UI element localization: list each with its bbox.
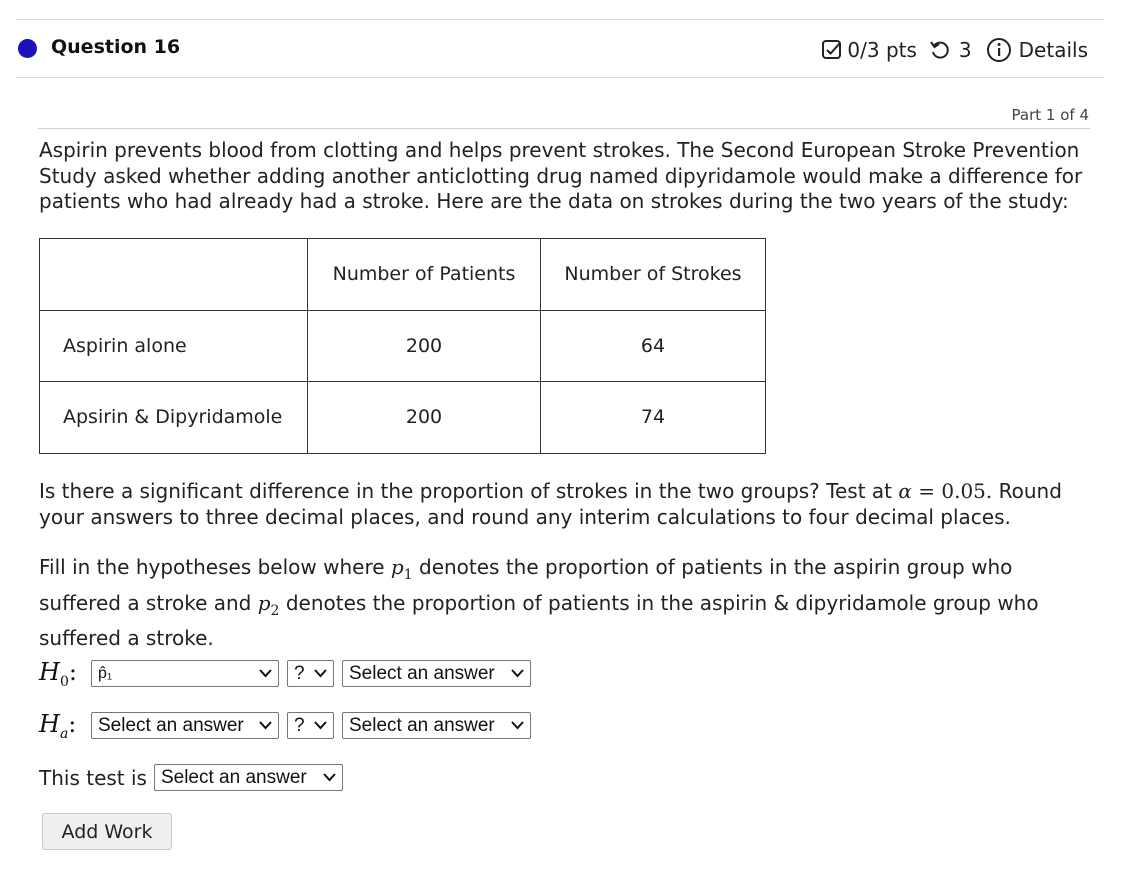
test-type-label: This test is: [39, 765, 147, 790]
chevron-down-icon: [323, 773, 336, 782]
data-table: [39, 238, 766, 454]
chevron-down-icon: [314, 669, 327, 678]
null-hypothesis-row: [39, 658, 539, 690]
part-indicator: Part 1 of 4: [1011, 106, 1089, 124]
points-text: 0/3 pts: [847, 38, 917, 62]
question-header: [16, 20, 1104, 77]
h0-value-select[interactable]: [342, 660, 531, 687]
ha-parameter-select[interactable]: [91, 712, 279, 739]
question-meta: [821, 37, 1088, 63]
table-header-cell: Number of Strokes: [541, 239, 766, 311]
chevron-down-icon: [259, 669, 272, 678]
select-value: ?: [294, 714, 305, 736]
select-value: Select an answer: [98, 714, 244, 736]
ha-value-select[interactable]: [342, 712, 531, 739]
question-title: Question 16: [51, 36, 181, 58]
table-header-cell: [40, 239, 308, 311]
ha-label: $H_a$:: [39, 710, 77, 742]
question-prompt: [39, 479, 1089, 530]
table-cell: 200: [308, 382, 541, 454]
table-cell: 200: [308, 310, 541, 382]
intro-text: Aspirin prevents blood from clotting and helps prevent strokes. The Second European Stroke Prevention Study asked whether adding another anticlotting drug named dipyridamole would make a difference for patients who had already had a stroke. Here are the data on strokes during the two years of the study:: [39, 138, 1083, 213]
table-cell: 74: [541, 382, 766, 454]
select-value: ?: [294, 662, 305, 684]
select-value: p̂₁: [98, 664, 113, 682]
table-cell: 64: [541, 310, 766, 382]
h0-label: $H_0$:: [39, 658, 77, 690]
alt-hypothesis-row: [39, 710, 539, 742]
hypotheses-instructions: [39, 554, 1089, 653]
select-value: Select an answer: [349, 662, 495, 684]
chevron-down-icon: [259, 721, 272, 730]
select-value: Select an answer: [349, 714, 495, 736]
hyp-text: denotes the proportion of patients in the aspirin & dipyridamole group who suffered a stroke.: [39, 590, 1039, 650]
h0-parameter-select[interactable]: [91, 660, 279, 687]
test-type-row: [39, 764, 351, 791]
h0-operator-select[interactable]: [287, 660, 334, 687]
add-work-button[interactable]: Add Work: [42, 813, 172, 850]
part-divider: [38, 128, 1090, 129]
chevron-down-icon: [511, 721, 524, 730]
table-cell: Aspirin alone: [40, 310, 308, 382]
header-divider: [16, 77, 1104, 78]
hyp-text: Fill in the hypotheses below where: [39, 555, 385, 579]
test-type-select[interactable]: [154, 764, 343, 791]
chevron-down-icon: [314, 721, 327, 730]
table-header-row: [40, 239, 766, 311]
details-link[interactable]: Details: [1018, 38, 1088, 62]
checkbox-score-icon: [821, 39, 843, 61]
status-dot: [18, 39, 37, 58]
table-row: [40, 382, 766, 454]
alpha-equals: =: [918, 479, 935, 503]
retry-icon: [929, 39, 951, 61]
table-row: [40, 310, 766, 382]
p2-symbol: $p_2$: [257, 590, 280, 619]
select-value: Select an answer: [160, 766, 307, 788]
alpha-value: 0.05.: [941, 479, 993, 503]
table-cell: Apsirin & Dipyridamole: [40, 382, 308, 454]
attempts-count: 3: [958, 38, 972, 62]
hyp-text: denotes the proportion of patients in the aspirin group who suffered a stroke and: [39, 555, 1013, 615]
info-icon[interactable]: [986, 37, 1012, 63]
prompt-rounding: Round your answers to three decimal places, and round any interim calculations to four decimal places.: [39, 479, 1062, 529]
prompt-text: Is there a significant difference in the proportion of strokes in the two groups? Test at: [39, 479, 892, 503]
ha-operator-select[interactable]: [287, 712, 334, 739]
alpha-symbol: α: [898, 479, 912, 503]
table-header-cell: Number of Patients: [308, 239, 541, 311]
chevron-down-icon: [511, 669, 524, 678]
p1-symbol: $p_1$: [390, 555, 413, 583]
